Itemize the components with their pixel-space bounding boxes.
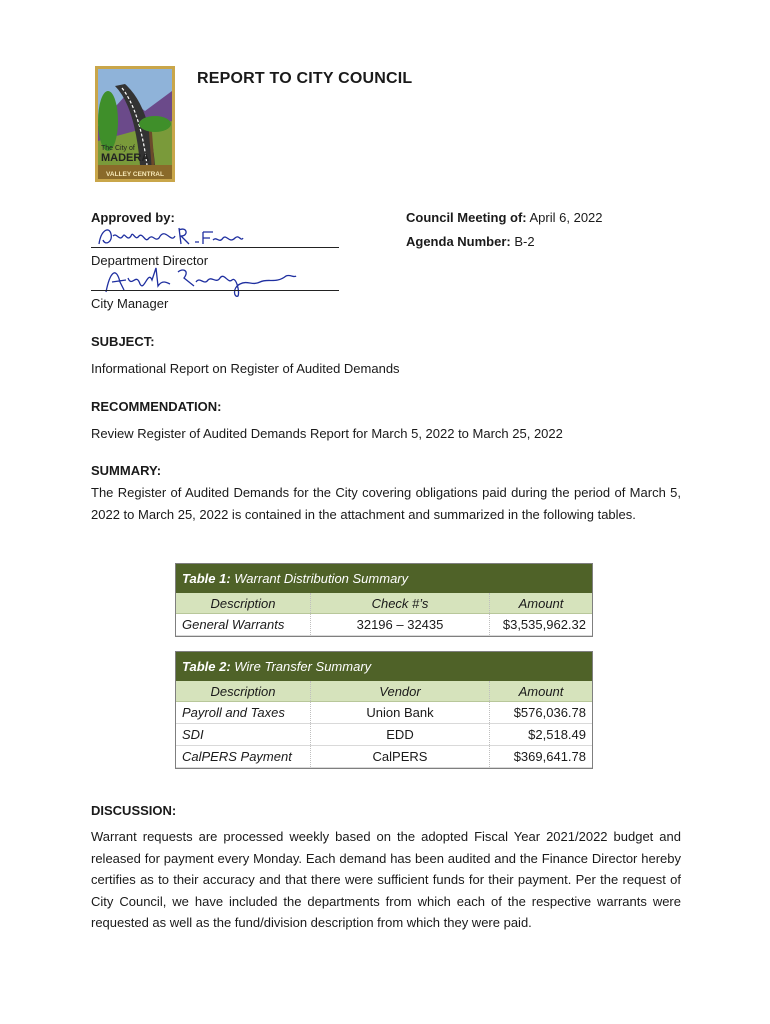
city-manager-label: City Manager bbox=[91, 296, 169, 311]
page-title: REPORT TO CITY COUNCIL bbox=[197, 70, 413, 87]
table2-title-rest: Wire Transfer Summary bbox=[230, 659, 372, 674]
agenda-line bbox=[406, 234, 535, 249]
recommendation-heading: RECOMMENDATION: bbox=[91, 399, 222, 414]
subject-text: Informational Report on Register of Audited Demands bbox=[91, 361, 400, 376]
logo-text-2: MADERA bbox=[101, 152, 150, 164]
table2-cell: $369,641.78 bbox=[490, 746, 593, 768]
table1-cell: General Warrants bbox=[176, 614, 311, 636]
agenda-label: Agenda Number: bbox=[406, 234, 511, 249]
logo-text-1: The City of bbox=[101, 145, 135, 152]
table2-title bbox=[176, 652, 592, 681]
table-row bbox=[176, 724, 592, 746]
table1-col-check: Check #’s bbox=[311, 593, 490, 614]
approved-by-label: Approved by: bbox=[91, 210, 175, 225]
table2-cell: Payroll and Taxes bbox=[176, 702, 311, 724]
table1-col-description: Description bbox=[176, 593, 311, 614]
meeting-label: Council Meeting of: bbox=[406, 210, 527, 225]
table-row bbox=[176, 614, 592, 636]
table1-col-amount: Amount bbox=[490, 593, 593, 614]
table2-cell: $2,518.49 bbox=[490, 724, 593, 746]
dept-director-label: Department Director bbox=[91, 253, 209, 268]
table1-title-rest: Warrant Distribution Summary bbox=[230, 571, 409, 586]
city-logo bbox=[95, 66, 175, 182]
director-signature-line bbox=[91, 247, 339, 248]
table2-cell: SDI bbox=[176, 724, 311, 746]
meeting-line bbox=[406, 210, 603, 225]
table1-title-bold: Table 1: bbox=[182, 571, 231, 586]
manager-signature bbox=[100, 262, 300, 298]
table2-title-bold: Table 2: bbox=[182, 659, 231, 674]
subject-heading: SUBJECT: bbox=[91, 334, 155, 349]
manager-signature-line bbox=[91, 290, 339, 291]
recommendation-text: Review Register of Audited Demands Report for March 5, 2022 to March 25, 2022 bbox=[91, 426, 563, 441]
table2-cell: CalPERS Payment bbox=[176, 746, 311, 768]
table2-col-description: Description bbox=[176, 681, 311, 702]
table-row bbox=[176, 702, 592, 724]
logo-text-3: VALLEY CENTRAL bbox=[106, 171, 164, 178]
table2-cell: Union Bank bbox=[311, 702, 490, 724]
table2-col-amount: Amount bbox=[490, 681, 593, 702]
discussion-heading: DISCUSSION: bbox=[91, 803, 177, 818]
agenda-value: B-2 bbox=[514, 234, 535, 249]
table-wire-transfer bbox=[175, 651, 593, 769]
table2-col-vendor: Vendor bbox=[311, 681, 490, 702]
meeting-value: April 6, 2022 bbox=[529, 210, 603, 225]
table-warrant-distribution bbox=[175, 563, 593, 637]
table-row bbox=[176, 746, 592, 768]
table2-cell: CalPERS bbox=[311, 746, 490, 768]
table1-cell: $3,535,962.32 bbox=[490, 614, 593, 636]
table1-title bbox=[176, 564, 592, 593]
table2-cell: EDD bbox=[311, 724, 490, 746]
table2-cell: $576,036.78 bbox=[490, 702, 593, 724]
table1-cell: 32196 – 32435 bbox=[311, 614, 490, 636]
discussion-text: Warrant requests are processed weekly based on the adopted Fiscal Year 2021/2022 budget and released for payment every Monday. Each demand has been audited and the Finance Director hereby certifies as to their accuracy and that there were sufficient funds for their payment. Per the request of City Council, we have included the departments from which each of the respective warrants were requested as well as the fund/division description from which they were paid. bbox=[91, 829, 681, 930]
summary-heading: SUMMARY: bbox=[91, 463, 162, 478]
summary-text: The Register of Audited Demands for the City covering obligations paid during the period of March 5, 2022 to March 25, 2022 is contained in the attachment and summarized in the following tables. bbox=[91, 485, 681, 522]
